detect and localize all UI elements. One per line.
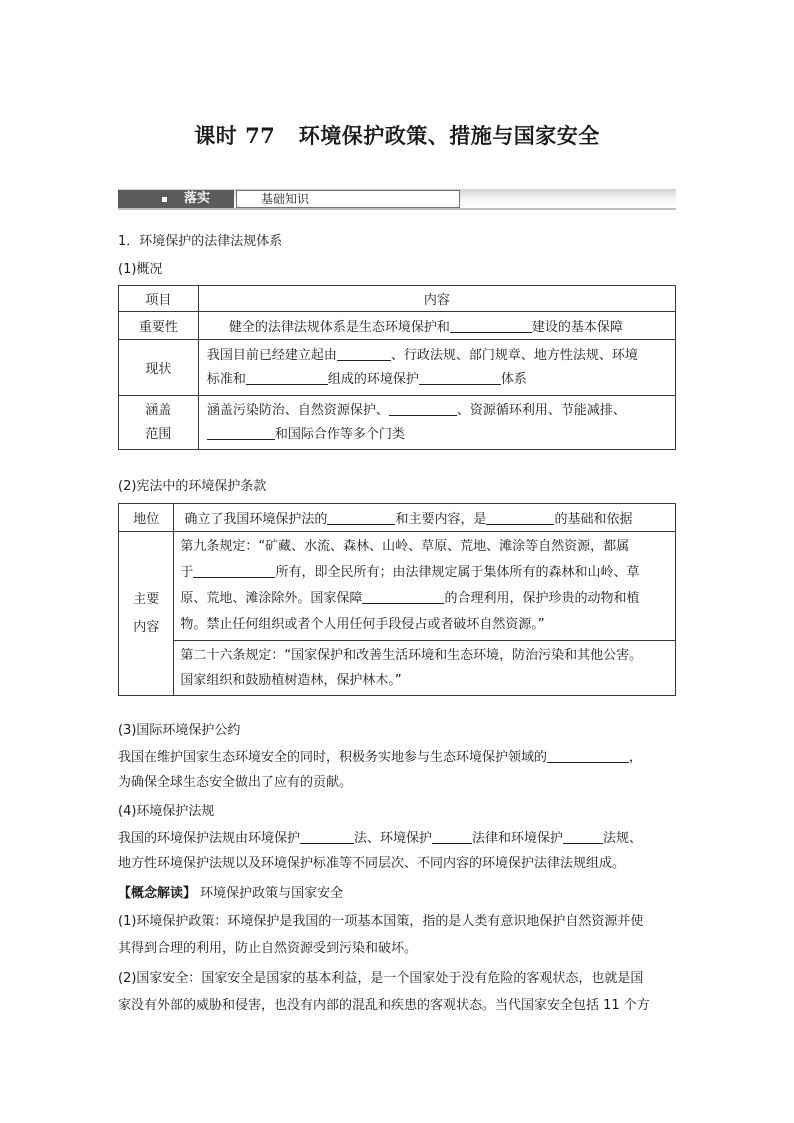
table-row	[119, 504, 676, 532]
concept-paragraph-2: (2)国家安全：国家安全是国家的基本利益，是一个国家处于没有危险的客观状态，也就是国 家没有外部的威胁和侵害，也没有内部的混乱和疾患的客观状态。当代国家安全包括 11 个方	[118, 971, 650, 1013]
row-content: 涵盖污染防治、自然资源保护、 、资源循环利用、节能减排、 和国际合作等多个门类	[198, 396, 675, 450]
section-bar	[118, 189, 676, 209]
row-label: 现状	[119, 340, 199, 396]
fill-blank[interactable]	[207, 425, 275, 440]
heading-1: 1．环境保护的法律法规体系	[118, 234, 283, 249]
row-content: 确立了我国环境保护法的 和主要内容，是 的基础和依据	[174, 504, 676, 532]
overview-table	[118, 285, 676, 450]
row-label: 重要性	[119, 312, 199, 340]
section-dark-label: 落实	[118, 190, 234, 208]
square-bullet-icon	[162, 197, 167, 202]
fill-blank[interactable]	[486, 510, 554, 525]
sub-heading-3: (3)国际环境保护公约	[118, 723, 241, 738]
sub-heading-2: (2)宪法中的环境保护条款	[118, 479, 267, 494]
title-number: 77	[245, 123, 276, 148]
fill-blank[interactable]	[362, 589, 444, 604]
page-title	[0, 120, 794, 150]
paragraph-4: 我国的环境保护法规由环境保护 法、环境保护 法律和环境保护 法规、 地方性环境保护法规以及环境保护标准等不同层次、不同内容的环境保护法律法规组成。	[118, 831, 643, 871]
table-header-item: 项目	[119, 286, 199, 312]
table-row	[119, 532, 676, 641]
fill-blank[interactable]	[246, 370, 328, 385]
row-label: 涵盖 范围	[119, 396, 199, 450]
table-row	[119, 286, 676, 312]
row-content: 我国目前已经建立起由 、行政法规、部门规章、地方性法规、环境 标准和 组成的环境保护 体系	[198, 340, 675, 396]
fill-blank[interactable]	[419, 370, 501, 385]
concept-tag: 【概念解读】	[118, 886, 197, 901]
constitution-table	[118, 503, 676, 696]
row-content: 健全的法律法规体系是生态环境保护和 建设的基本保障	[198, 312, 675, 340]
fill-blank[interactable]	[337, 346, 391, 361]
fill-blank[interactable]	[432, 829, 472, 844]
row-content: 第二十六条规定：“国家保护和改善生活环境和生态环境，防治污染和其他公害。 国家组织和鼓励植树造林，保护林木。”	[174, 641, 676, 696]
sub-heading-1: (1)概况	[118, 262, 163, 277]
title-prefix: 课时	[194, 123, 238, 148]
row-label: 地位	[119, 504, 174, 532]
row-content: 第九条规定：“矿藏、水流、森林、山岭、草原、荒地、滩涂等自然资源，都属 于 所有，即全民所有；由法律规定属于集体所有的森林和山岭、草 原、荒地、滩涂除外。国家保障 的合理利用，保护珍贵的动物和植 物。禁止任何组织或者个人用任何手段侵占或者破坏自然资源。”	[174, 532, 676, 641]
title-text: 环境保护政策、措施与国家安全	[298, 123, 600, 148]
fill-blank[interactable]	[450, 318, 532, 333]
paragraph-3: 我国在维护国家生态环境安全的同时，积极务实地参与生态环境保护领域的 ， 为确保全球生态安全做出了应有的贡献。	[118, 750, 643, 790]
sub-heading-4: (4)环境保护法规	[118, 804, 215, 819]
fill-blank[interactable]	[563, 829, 603, 844]
fill-blank[interactable]	[300, 829, 354, 844]
table-row	[119, 396, 676, 450]
fill-blank[interactable]	[193, 563, 275, 578]
table-row	[119, 312, 676, 340]
fill-blank[interactable]	[327, 510, 395, 525]
concept-title: 环境保护政策与国家安全	[200, 886, 344, 901]
fill-blank[interactable]	[547, 748, 629, 763]
table-row	[119, 641, 676, 696]
concept-heading	[118, 885, 343, 903]
row-label: 主要 内容	[119, 532, 174, 696]
concept-paragraph-1: (1)环境保护政策：环境保护是我国的一项基本国策，指的是人类有意识地保护自然资源并使 其得到合理的利用，防止自然资源受到污染和破坏。	[118, 914, 644, 956]
fill-blank[interactable]	[389, 401, 457, 416]
section-tab: 基础知识	[236, 190, 460, 208]
table-row	[119, 340, 676, 396]
table-header-content: 内容	[198, 286, 675, 312]
